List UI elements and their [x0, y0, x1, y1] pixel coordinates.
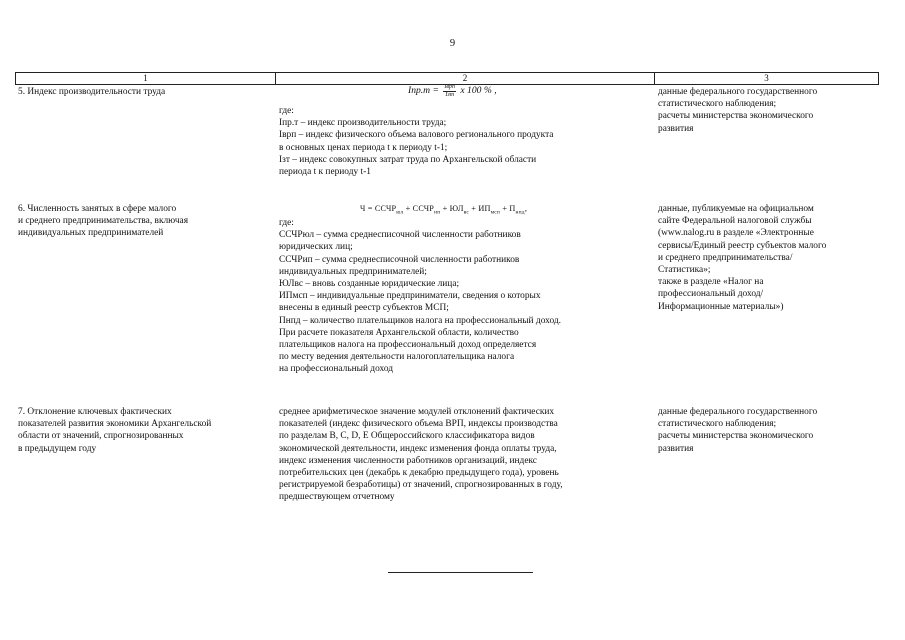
formula-rhs: х 100 % ,: [458, 85, 497, 97]
row-6-indicator: 6. Численность занятых в сфере малого и среднего предпринимательства, включая индивидуальных предпринимателей: [18, 204, 189, 239]
formula-part: + ИП: [469, 204, 491, 213]
row-5-source: данные федерального государственного статистического наблюдения; расчеты министерства экономического развития: [658, 87, 818, 134]
formula-sub: вс: [463, 209, 470, 216]
row-7-source: данные федерального государственного статистического наблюдения; расчеты министерства экономического развития: [658, 407, 818, 454]
row-5-formula: [408, 84, 497, 98]
row-7-description: среднее арифметическое значение модулей отклонений фактических показателей (индекс физического объема ВРП, индексы производства по разделам B, C, D, E Общероссийского классификатора видов экономической деятельности, индекс изменения фонда оплаты труда, индекс изменения численности работников организаций, индекс потребительских цен (декабрь к декабрю предыдущего года), уровень регистрируемой безработицы) от значений, спрогнозированных в году, предшествующем отчетному: [279, 407, 563, 503]
row-7-indicator: 7. Отклонение ключевых фактических показателей развития экономики Архангельской области от значений, спрогнозированных в предыдущем году: [18, 407, 212, 454]
header-col-1: 1: [143, 73, 148, 83]
formula-part: ,: [524, 204, 528, 213]
row-5-indicator: 5. Индекс производительности труда: [18, 87, 166, 97]
formula-sub: юл: [396, 209, 404, 216]
row-6-source: данные, публикуемые на официальном сайте Федеральной налоговой службы (www.nalog.ru в разделе «Электронные сервисы/Единый реестр субъектов малого и среднего предпринимательства/ Статистика»; также в разделе «Налог на профессиональный доход/ Информационные материалы»): [658, 204, 827, 312]
formula-sub: нпд: [515, 209, 525, 216]
formula-part: + ЮЛ: [440, 204, 464, 213]
formula-fraction: [443, 84, 456, 98]
formula-numerator: Iврп: [444, 84, 455, 90]
footer-divider: [388, 572, 533, 573]
row-6-description: где: ССЧРюл – сумма среднесписочной численности работников юридических лиц; ССЧРип – сумма среднесписочной численности работников индивидуальных предпринимателей; ЮЛвс – вновь созданные юридические лица; ИПмсп – индивидуальные предприниматели, сведения о которых внесены в единый реестр субъектов МСП; Пнпд – количество плательщиков налога на профессиональный доход. При расчете показателя Архангельской области, количество плательщиков налога на профессиональный доход определяется по месту ведения деятельности налогоплательщика налога на профессиональный доход: [279, 218, 562, 375]
formula-lhs: Iпр.т =: [408, 85, 442, 97]
header-col-3: 3: [764, 73, 769, 83]
formula-part: + ССЧР: [403, 204, 435, 213]
page-number: 9: [449, 38, 456, 49]
formula-denominator: Iзт: [445, 91, 455, 98]
formula-sub: мсп: [490, 209, 501, 216]
formula-sub: ип: [434, 209, 441, 216]
formula-part: + П: [500, 204, 516, 213]
formula-part: Ч = ССЧР: [360, 204, 397, 213]
header-col-2: 2: [462, 73, 468, 83]
row-5-description: где: Iпр.т – индекс производительности труда; Iврп – индекс физического объема валового регионального продукта в основных ценах периода t к периоду t-1; Iзт – индекс совокупных затрат труда по Архангельской области периода t к периоду t-1: [279, 106, 554, 178]
